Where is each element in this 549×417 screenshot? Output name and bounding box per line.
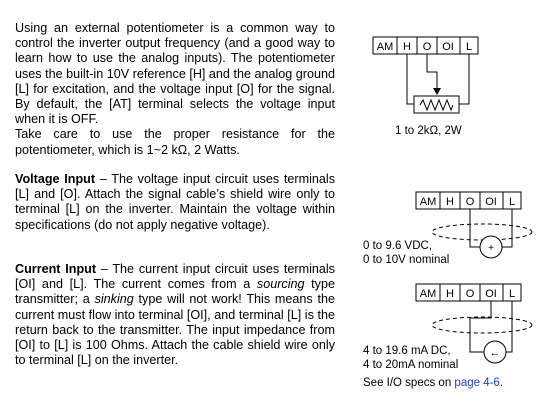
io-specs-reference: [363, 376, 503, 390]
current-input-text-c: type will not work! This means the current must flow into terminal [OI], and terminal [L] is the return back to the transmitter. The input impedance from [OI] to [L] is 100 Ohms. Attach the cable shield wire only to terminal [L] on the inverter.: [15, 292, 335, 368]
terminal-o: O: [422, 41, 432, 53]
terminal-h: H: [446, 288, 454, 300]
intro-text: Using an external potentiometer is a common way to control the inverter output frequency (and a good way to learn how to use the analog inputs). The potentiometer uses the built-in 10V reference [H] and the analog ground [L] for excitation, and the voltage input [O] for the signal. By default, the [AT] terminal selects the voltage input when it is OFF.: [15, 21, 335, 127]
terminal-oi: OI: [485, 288, 497, 300]
terminal-am: AM: [376, 41, 394, 53]
terminal-l: L: [465, 41, 473, 53]
terminal-l: L: [508, 196, 516, 208]
plus-icon: +: [488, 243, 494, 254]
io-specs-period: .: [499, 377, 504, 389]
terminal-h: H: [446, 196, 454, 208]
terminal-am: AM: [419, 288, 437, 300]
voltage-input-text: – The voltage input circuit uses terminals [L] and [O]. Attach the signal cable’s shield wire only to terminal [L] on the inverter. Maintain the voltage within specifications (do not apply negative voltage).: [15, 172, 336, 232]
pot-caption: 1 to 2kΩ, 2W: [395, 125, 462, 137]
terminal-l: L: [508, 288, 516, 300]
terminal-block-current: [416, 284, 521, 301]
terminal-o: O: [465, 196, 475, 208]
current-caption-1: 4 to 19.6 mA DC,: [363, 345, 451, 357]
terminal-oi: OI: [485, 196, 497, 208]
current-input-heading: Current Input: [15, 262, 97, 276]
current-input-text-b: type transmitter; a: [15, 277, 335, 307]
arrow-left-icon: ←: [489, 347, 501, 359]
sinking-emphasis: sinking: [94, 292, 134, 307]
terminal-am: AM: [419, 196, 437, 208]
intro-resistance-note: Take care to use the proper resistance for the potentiometer, which is 1~2 kΩ, 2 Watts.: [15, 127, 335, 157]
current-input-text-a: – The current input circuit uses terminals [OI] and [L]. The current comes from a: [15, 262, 335, 292]
io-specs-text: See I/O specs on: [363, 377, 455, 389]
current-caption-2: 4 to 20mA nominal: [363, 359, 459, 371]
terminal-oi: OI: [442, 41, 454, 53]
current-wire-l: [506, 301, 512, 352]
cable-shield-icon: [432, 317, 532, 333]
sourcing-emphasis: sourcing: [256, 277, 305, 292]
voltage-caption-2: 0 to 10V nominal: [363, 254, 450, 266]
voltage-input-heading: Voltage Input: [15, 172, 96, 186]
voltage-caption-1: 0 to 9.6 VDC,: [363, 240, 433, 252]
terminal-h: H: [403, 41, 411, 53]
terminal-o: O: [465, 288, 475, 300]
page-4-6-link[interactable]: page 4-6: [454, 377, 500, 389]
